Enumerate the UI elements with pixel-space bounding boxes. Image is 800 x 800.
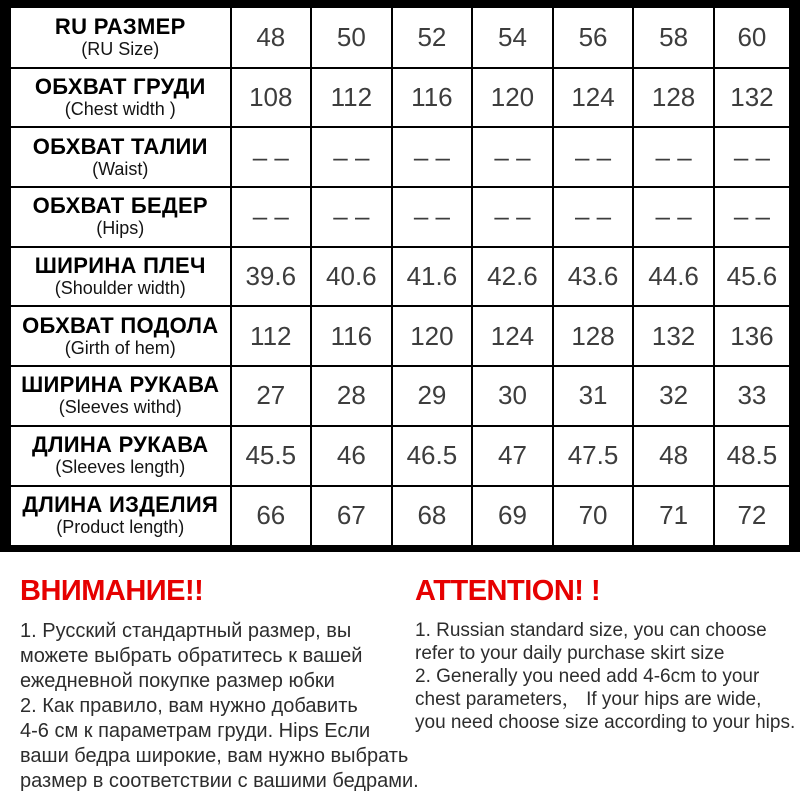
note-line: размер в соответствии с вашими бедрами. [20,770,419,792]
size-value-cell: 108 [231,68,312,128]
size-value-cell: 44.6 [633,247,714,307]
size-value-cell: 112 [231,306,312,366]
size-value-cell: 116 [392,68,473,128]
size-value-cell: 29 [392,366,473,426]
size-value-cell: 52 [392,4,473,68]
note-line: 1. Russian standard size, you can choose [415,620,767,641]
row-label-russian: ОБХВАТ БЕДЕР [32,193,208,219]
size-value-cell: 43.6 [553,247,634,307]
note-line: ежедневной покупке размер юбки [20,670,335,692]
row-label-russian: ОБХВАТ ГРУДИ [34,73,206,99]
row-label-russian: RU РАЗМЕР [54,13,186,39]
row-label [6,4,231,68]
size-value-cell: 67 [311,486,392,549]
row-label [6,68,231,128]
size-value-cell: 68 [392,486,473,549]
size-value-cell: 58 [633,4,714,68]
size-value-cell: 30 [472,366,553,426]
row-label [6,366,231,426]
row-label [6,426,231,486]
size-value-cell: 71 [633,486,714,549]
size-value-cell: 46 [311,426,392,486]
size-value-cell: 128 [633,68,714,128]
size-value-cell: 45.6 [714,247,795,307]
size-value-cell: 60 [714,4,795,68]
size-value-cell: – – [392,127,473,187]
row-label-english: (Sleeves length) [55,457,186,478]
size-value-cell: 45.5 [231,426,312,486]
size-value-cell: 48.5 [714,426,795,486]
note-line: 2. Generally you need add 4-6cm to your [415,666,760,687]
note-body-en [415,619,795,734]
row-label-english: (Chest width ) [64,98,176,119]
row-label-english: (Girth of hem) [64,337,176,358]
size-value-cell: 47 [472,426,553,486]
size-value-cell: – – [472,127,553,187]
size-value-cell: – – [633,127,714,187]
note-line: you need choose size according to your hips. [415,712,796,733]
row-label [6,187,231,247]
size-value-cell: 124 [553,68,634,128]
row-label-english: (Waist) [92,158,149,179]
size-value-cell: 72 [714,486,795,549]
size-value-cell: 128 [553,306,634,366]
row-label [6,306,231,366]
size-value-cell: 42.6 [472,247,553,307]
table-row [6,127,795,187]
row-label [6,486,231,549]
size-value-cell: 136 [714,306,795,366]
size-value-cell: 69 [472,486,553,549]
row-label-english: (Hips) [96,218,145,239]
size-value-cell: 31 [553,366,634,426]
size-value-cell: – – [714,187,795,247]
size-value-cell: – – [633,187,714,247]
row-label-english: (Product length) [56,517,185,538]
size-table-body [6,4,795,549]
attention-heading-ru: ВНИМАНИЕ!! [20,575,204,607]
size-value-cell: 54 [472,4,553,68]
note-line: ваши бедра широкие, вам нужно выбрать [20,745,409,767]
table-row [6,426,795,486]
size-value-cell: 50 [311,4,392,68]
row-label-russian: ОБХВАТ ПОДОЛА [22,312,219,338]
note-line: 4-6 см к параметрам груди. Hips Если [20,720,371,742]
size-value-cell: 28 [311,366,392,426]
size-value-cell: 120 [392,306,473,366]
notes-section [0,576,800,794]
size-value-cell: – – [311,187,392,247]
size-value-cell: 56 [553,4,634,68]
size-value-cell: 46.5 [392,426,473,486]
size-value-cell: 41.6 [392,247,473,307]
note-line: refer to your daily purchase skirt size [415,643,725,664]
size-value-cell: 116 [311,306,392,366]
note-column-english [415,576,795,794]
size-value-cell: – – [231,127,312,187]
size-value-cell: – – [472,187,553,247]
note-line: 2. Как правило, вам нужно добавить [20,695,358,717]
table-row [6,187,795,247]
size-value-cell: 32 [633,366,714,426]
size-value-cell: – – [231,187,312,247]
row-label-russian: ДЛИНА РУКАВА [32,432,209,458]
note-column-russian [20,575,419,794]
table-row [6,4,795,68]
row-label-english: (Shoulder width) [54,278,186,299]
size-value-cell: – – [553,187,634,247]
note-line: можете выбрать обратитесь к вашей [20,645,363,667]
size-value-cell: – – [553,127,634,187]
table-row [6,306,795,366]
attention-heading-en: ATTENTION! ! [415,575,601,607]
row-label-russian: ШИРИНА ПЛЕЧ [34,253,206,279]
size-value-cell: 48 [231,4,312,68]
row-label-russian: ОБХВАТ ТАЛИИ [32,133,208,159]
size-value-cell: 40.6 [311,247,392,307]
row-label-russian: ШИРИНА РУКАВА [21,372,220,398]
row-label [6,127,231,187]
note-body-ru [20,619,419,794]
size-value-cell: 48 [633,426,714,486]
table-row [6,486,795,549]
table-row [6,366,795,426]
size-value-cell: 47.5 [553,426,634,486]
size-value-cell: 120 [472,68,553,128]
note-line: 1. Русский стандартный размер, вы [20,620,352,642]
size-value-cell: – – [714,127,795,187]
size-value-cell: 33 [714,366,795,426]
row-label-english: (Sleeves withd) [58,397,182,418]
size-value-cell: 27 [231,366,312,426]
size-value-cell: 124 [472,306,553,366]
row-label-russian: ДЛИНА ИЗДЕЛИЯ [22,492,219,518]
note-line: chest parameters， If your hips are wide, [415,689,762,710]
size-value-cell: 70 [553,486,634,549]
row-label-english: (RU Size) [81,38,160,59]
size-value-cell: – – [311,127,392,187]
size-value-cell: 66 [231,486,312,549]
table-row [6,68,795,128]
size-value-cell: 112 [311,68,392,128]
size-value-cell: 132 [633,306,714,366]
table-row [6,247,795,307]
size-value-cell: 132 [714,68,795,128]
size-value-cell: – – [392,187,473,247]
size-value-cell: 39.6 [231,247,312,307]
row-label [6,247,231,307]
